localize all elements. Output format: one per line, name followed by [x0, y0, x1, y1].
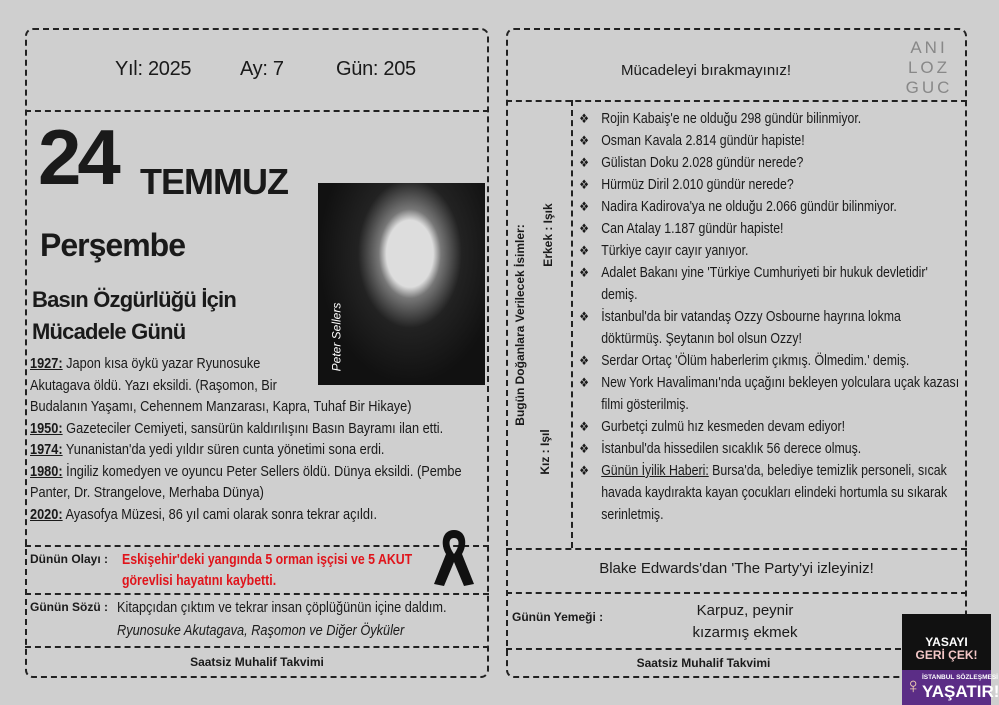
- quote-source: Ryunosuke Akutagava, Raşomon ve Diğer Öyküler: [117, 622, 405, 639]
- weekday: Perşembe: [40, 227, 185, 263]
- photo-caption: Peter Sellers: [329, 302, 344, 372]
- list-item-good-news: [574, 460, 962, 526]
- recommendation: Blake Edwards'dan 'The Party'yi izleyiniz!: [599, 560, 874, 577]
- history-list: [30, 353, 488, 525]
- quote-label: Günün Sözü :: [30, 600, 108, 614]
- meal-text: Karpuz, peynir kızarmış ekmek: [692, 602, 798, 641]
- campaign-badge: [902, 614, 999, 705]
- badge-line1: YASAYI: [925, 635, 968, 649]
- history-text: Ayasofya Müzesi, 86 yıl cami olarak sonra tekrar açıldı.: [62, 505, 378, 523]
- girl-name: Kız : Işıl: [538, 429, 552, 475]
- badge-line2: GERİ ÇEK!: [915, 648, 978, 662]
- month: Ay: 7: [240, 58, 284, 80]
- event-text: Eskişehir'deki yangında 5 orman işçisi ve 5 AKUT görevlisi hayatını kaybetti.: [122, 552, 413, 589]
- year: Yıl: 2025: [115, 58, 192, 80]
- quote-text: Kitapçıdan çıktım ve tekrar insan çöplüğünün içine daldım.: [117, 599, 447, 616]
- event-label: Dünün Olayı :: [30, 552, 108, 566]
- left-footer: Saatsiz Muhalif Takvimi: [190, 655, 324, 669]
- list-item: ❖ Can Atalay 1.187 gündür hapiste!: [574, 218, 962, 240]
- history-year: 2020:: [30, 505, 63, 523]
- list-item: ❖ Serdar Ortaç 'Ölüm haberlerim çıkmış. Ölmedim.' demiş.: [574, 350, 962, 372]
- list-item: ❖ İstanbul'da bir vatandaş Ozzy Osbourne hayrına lokma döktürmüş. Şeytanın bol olsun Ozzy!: [574, 306, 962, 350]
- badge-line3: İSTANBUL SÖZLEŞMESİ: [922, 674, 998, 681]
- list-item: ❖ Adalet Bakanı yine 'Türkiye Cumhuriyeti bir hukuk devletidir' demiş.: [574, 262, 962, 306]
- list-item: ❖ Nadira Kadirova'ya ne olduğu 2.066 gündür bilinmiyor.: [574, 196, 962, 218]
- day-of-year: Gün: 205: [336, 58, 416, 80]
- list-item: ❖ İstanbul'da hissedilen sıcaklık 56 derece olmuş.: [574, 438, 962, 460]
- list-item: ❖ Osman Kavala 2.814 gündür hapiste!: [574, 130, 962, 152]
- badge-line4: YAŞATIR!: [922, 682, 999, 701]
- meal-label: Günün Yemeği :: [512, 610, 604, 624]
- black-ribbon-icon: [432, 526, 476, 588]
- boy-name: Erkek : Işık: [541, 203, 555, 267]
- history-text: Yunanistan'da yedi yıldır süren cunta yönetimi sona erdi.: [62, 441, 385, 458]
- logo: ANI LOZ GUC: [905, 38, 953, 97]
- special-day: Basın Özgürlüğü İçin Mücadele Günü: [32, 287, 237, 344]
- quote: [117, 596, 483, 642]
- history-year: 1980:: [30, 462, 63, 480]
- list-item: ❖ Hürmüz Diril 2.010 gündür nerede?: [574, 174, 962, 196]
- photo-spacer: [318, 353, 488, 389]
- history-text: İngiliz komedyen ve oyuncu Peter Sellers öldü. Dünya eksildi. (Pembe Panter, Dr. Strangelove, Merhaba Dünya): [30, 462, 462, 501]
- good-news-text: Bursa'da, belediye temizlik personeli, sıcak havada kaydırakta kayan çocukları elindeki hortumla su sıkarak serinletmiş.: [601, 463, 948, 523]
- history-text: Gazeteciler Cemiyeti, sansürün kaldırılışını Basın Bayramı ilan etti.: [62, 419, 444, 437]
- history-year: 1974:: [30, 441, 63, 458]
- good-news-label: Günün İyilik Haberi:: [601, 463, 709, 479]
- names-title: Bugün Doğanlara Verilecek İsimler:: [513, 224, 527, 426]
- list-item: ❖ Gurbetçi zulmü hız kesmeden devam ediyor!: [574, 416, 962, 438]
- month-name: TEMMUZ: [140, 161, 288, 202]
- list-item: ❖ Gülistan Doku 2.028 gündür nerede?: [574, 152, 962, 174]
- history-year: 1950:: [30, 419, 63, 437]
- history-year: 1927:: [30, 355, 63, 372]
- list-item: ❖ New York Havalimanı'nda uçağını bekleyen yolculara uçak kazası filmi gösterilmiş.: [574, 372, 962, 416]
- day-number: 24: [38, 113, 117, 201]
- history-text: Japon kısa öykü yazar Ryunosuke Akutagava öldü. Yazı eksildi. (Raşomon, Bir Budalanın Yaşamı, Cehennem Manzarası, Kapra, Tuhaf Bir Hikaye): [30, 355, 412, 415]
- news-list: [574, 108, 962, 526]
- list-item: ❖ Rojin Kabaiş'e ne olduğu 298 gündür bilinmiyor.: [574, 108, 962, 130]
- right-header: Mücadeleyi bırakmayınız!: [620, 62, 792, 79]
- list-item: ❖ Türkiye cayır cayır yanıyor.: [574, 240, 962, 262]
- female-symbol-icon: ♀: [905, 673, 922, 698]
- right-footer: Saatsiz Muhalif Takvimi: [636, 656, 771, 670]
